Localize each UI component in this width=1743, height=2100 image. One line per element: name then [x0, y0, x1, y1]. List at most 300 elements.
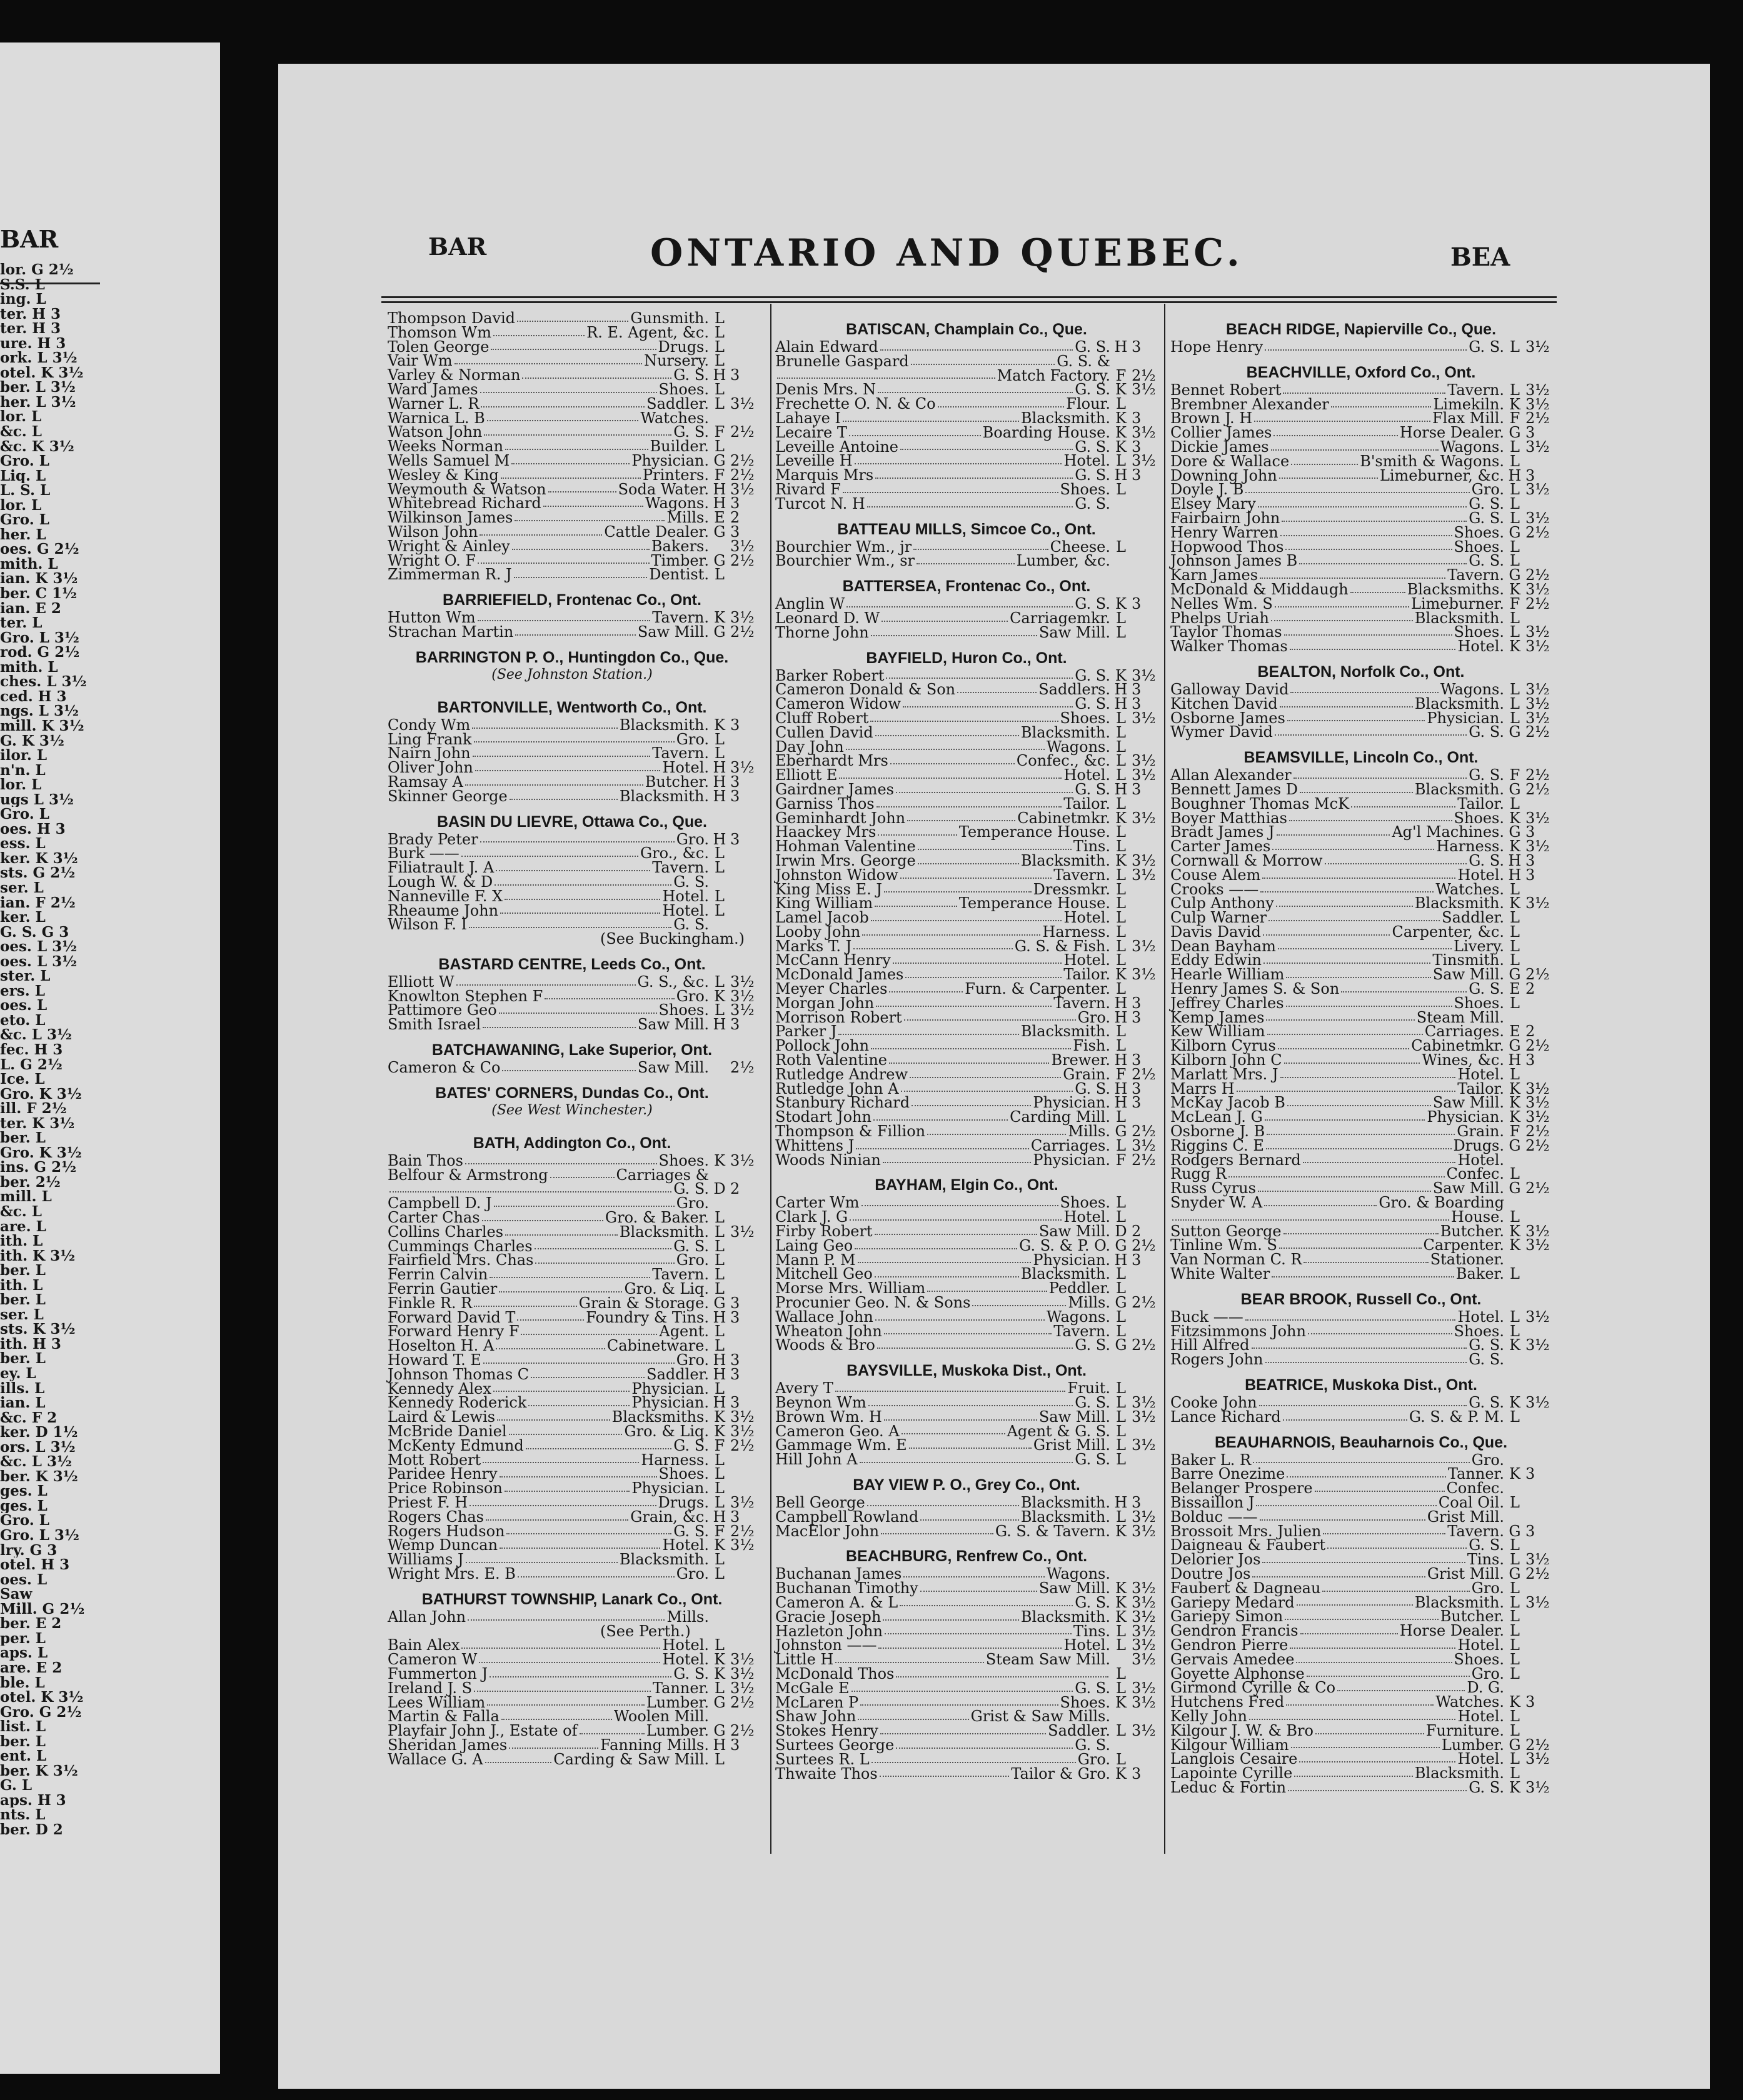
capital-rating: 3½ [1525, 1094, 1550, 1112]
entry-name: Strachan Martin [388, 622, 514, 641]
facing-page-line: &c. L [0, 424, 42, 439]
credit-rating: G [713, 1294, 726, 1312]
credit-rating: L [1510, 1764, 1520, 1782]
leader-dots [1285, 549, 1452, 550]
entry-business: Shoes. [1454, 1650, 1504, 1668]
credit-rating: F [1115, 366, 1127, 384]
leader-dots [478, 620, 651, 621]
entry-name: Wilson John [388, 522, 478, 541]
entry-business: Saw Mill. [1038, 1408, 1110, 1426]
entry-business: G. S. [1469, 1336, 1504, 1354]
entry-name: Henry Warren [1170, 523, 1278, 541]
entry-business: Blacksmiths. [611, 1408, 709, 1426]
entry-name: Gammage Wm. E [775, 1436, 907, 1454]
credit-rating: H [1114, 1051, 1128, 1069]
directory-entry [775, 1338, 1158, 1352]
credit-rating: L [1510, 623, 1520, 641]
leader-dots [1275, 606, 1409, 608]
leader-dots [1262, 878, 1455, 879]
column-2 [775, 311, 1158, 1781]
entry-business: Shoes. [1454, 523, 1504, 541]
entry-name: Cummings Charles [388, 1237, 533, 1255]
credit-rating: G [1509, 1179, 1521, 1198]
entry-business: Wagons. [1440, 680, 1504, 698]
capital-rating: 3 [1132, 438, 1142, 456]
entry-name: McLean J. G [1170, 1108, 1263, 1126]
capital-rating: 3½ [730, 1664, 755, 1682]
entry-business: G. S. [673, 1522, 709, 1540]
entry-name: Johnston Widow [775, 866, 898, 884]
entry-business: Hotel. [1457, 638, 1504, 656]
capital-rating: 3½ [730, 987, 755, 1005]
capital-rating: 3½ [1525, 481, 1550, 499]
entry-business: Confec. [1446, 1165, 1504, 1183]
leader-dots [880, 1776, 1010, 1777]
facing-page-line: Gro. L [0, 807, 49, 822]
leader-dots [505, 1234, 618, 1236]
entry-business: G. S. [1469, 851, 1504, 869]
entry-business: Cabinetware. [606, 1337, 709, 1355]
credit-rating: L [715, 338, 725, 356]
leader-dots [493, 335, 585, 336]
column-1 [388, 311, 756, 1767]
entry-business: Grain & Storage. [578, 1294, 709, 1312]
leader-dots [1287, 720, 1425, 721]
entry-name: Stodart John [775, 1108, 871, 1126]
credit-rating: E [714, 509, 725, 527]
entry-name: Anglin W [775, 595, 845, 613]
entry-business: Mills. [666, 509, 709, 527]
capital-rating: 3 [1525, 1522, 1535, 1540]
facing-page-line: oes. G 2½ [0, 542, 79, 557]
facing-page-line: ers. L [0, 983, 45, 999]
leader-dots [1296, 1662, 1452, 1663]
entry-name: McBride Daniel [388, 1422, 507, 1441]
entry-name: Rogers Chas [388, 1508, 484, 1526]
credit-rating: L [1116, 1422, 1126, 1440]
entry-business: Gro. [1077, 1750, 1110, 1768]
credit-rating: K [1509, 1394, 1520, 1411]
entry-name: Doyle J. B [1170, 481, 1244, 499]
entry-name: Vair Wm [388, 352, 453, 370]
leader-dots [494, 1206, 675, 1207]
entry-business: Shoes. [658, 1151, 709, 1169]
entry-name: Snyder W. A [1170, 1194, 1263, 1212]
facing-page-line: aps. H 3 [0, 1792, 66, 1808]
entry-name: Collier James [1170, 424, 1272, 442]
leader-dots [896, 1748, 1073, 1749]
entry-business: Hotel. [1457, 866, 1504, 884]
entry-name: Woods & Bro [775, 1336, 875, 1354]
leader-dots [455, 363, 642, 364]
entry-business: Hotel. [1457, 1750, 1504, 1768]
credit-rating: H [713, 1365, 726, 1383]
credit-rating: H [1508, 1051, 1522, 1069]
entry-name: Sutton George [1170, 1222, 1282, 1240]
entry-name: Hope Henry [1170, 338, 1263, 356]
credit-rating: L [1510, 552, 1520, 570]
credit-rating: H [1114, 338, 1128, 356]
entry-business: Gro. [1471, 1579, 1504, 1597]
credit-rating: L [715, 1451, 725, 1469]
capital-rating: 2½ [1132, 1236, 1156, 1254]
credit-rating: H [1114, 994, 1128, 1012]
place-heading: BEACH RIDGE, Napierville Co., Que. [1225, 321, 1497, 338]
entry-business: Hotel. [1457, 1707, 1504, 1725]
entry-business: Blacksmith. [1020, 1022, 1110, 1041]
capital-rating: 3 [1132, 695, 1142, 713]
place-heading: BATTERSEA, Frontenac Co., Ont. [842, 578, 1091, 596]
facing-page-line: Gro. L [0, 454, 49, 469]
credit-rating: L [1116, 1208, 1126, 1226]
entry-business: Shoes. [1454, 623, 1504, 641]
leader-dots [1294, 1776, 1413, 1777]
leader-dots [474, 1306, 577, 1307]
entry-name: Wright O. F [388, 551, 476, 569]
credit-rating: L [1510, 680, 1520, 698]
capital-rating: 3½ [1525, 623, 1550, 641]
entry-name: Kew William [1170, 1022, 1265, 1041]
credit-rating: L [1116, 1636, 1126, 1654]
entry-name: Wallace John [775, 1308, 873, 1326]
entry-business: Carriages & [616, 1166, 709, 1184]
facing-page-line: ith. K 3½ [0, 1248, 76, 1264]
leader-dots [909, 1448, 1032, 1449]
capital-rating: 3½ [1525, 638, 1550, 656]
entry-business: Harness. [1042, 922, 1110, 941]
facing-page-line: ges. L [0, 1498, 48, 1514]
entry-business: Hotel. [1063, 909, 1110, 927]
credit-rating: L [1116, 1194, 1126, 1212]
leader-dots [1351, 806, 1455, 808]
entry-business: Tailor & Gro. [1011, 1764, 1110, 1782]
place-heading: BEALTON, Norfolk Co., Ont. [1257, 662, 1465, 681]
entry-business: Tavern. [1447, 1522, 1504, 1540]
credit-rating: L [715, 1379, 725, 1398]
entry-business: Gro. [676, 1351, 709, 1369]
credit-rating: E [1509, 980, 1520, 998]
leader-dots [881, 1533, 993, 1534]
entry-name: Skinner George [388, 787, 508, 805]
entry-name: Kilgour J. W. & Bro [1170, 1721, 1314, 1739]
credit-rating: L [1116, 922, 1126, 941]
credit-rating: F [714, 1522, 725, 1540]
capital-rating: 2½ [730, 1722, 755, 1740]
credit-rating: L [1510, 1065, 1520, 1083]
entry-business: G. S. [1469, 509, 1504, 527]
credit-rating: K [1115, 438, 1127, 456]
entry-business: Blacksmith. [1414, 894, 1504, 912]
entry-name: Bolduc —— [1170, 1508, 1258, 1526]
entry-business: Watches. [1435, 1693, 1504, 1711]
entry-name: Lamel Jacob [775, 909, 869, 927]
leader-dots [580, 1733, 645, 1734]
entry-business: Foundry & Tins. [586, 1308, 709, 1326]
see-also-note: (See Buckingham.) [600, 930, 745, 948]
credit-rating: K [1509, 1778, 1520, 1796]
entry-business: Hotel. [662, 1636, 709, 1654]
facing-page-line: ith. H 3 [0, 1336, 61, 1352]
leader-dots [1260, 578, 1445, 579]
entry-business: Tavern. [652, 609, 709, 627]
entry-name: Day John [775, 738, 844, 756]
credit-rating: G [1509, 1136, 1521, 1154]
capital-rating: 3 [1132, 994, 1142, 1012]
entry-name: Rogers Hudson [388, 1522, 505, 1540]
entry-name: Bell George [775, 1493, 865, 1511]
entry-name: Hill John A [775, 1451, 858, 1469]
leader-dots [1279, 1248, 1422, 1249]
leader-dots [1237, 1091, 1456, 1092]
entry-name: McLaren P [775, 1693, 859, 1711]
capital-rating: 3½ [1525, 338, 1550, 356]
entry-name: Hohman Valentine [775, 838, 916, 856]
entry-name: Lance Richard [1170, 1408, 1281, 1426]
leader-dots [889, 991, 963, 992]
credit-rating: K [1115, 1579, 1127, 1598]
entry-name: Gendron Francis [1170, 1622, 1298, 1640]
entry-name: Lahaye I [775, 409, 841, 427]
leader-dots [1282, 521, 1467, 522]
place-heading: BEACHVILLE, Oxford Co., Ont. [1246, 363, 1476, 381]
capital-rating: 3½ [1132, 423, 1156, 441]
credit-rating: K [1115, 966, 1127, 984]
capital-rating: 3½ [730, 1679, 755, 1697]
credit-rating: L [1510, 1265, 1520, 1283]
entry-name: Weymouth & Watson [388, 480, 546, 498]
entry-name: Allan John [388, 1608, 466, 1626]
facing-page-line: ork. L 3½ [0, 351, 78, 366]
entry-business: Blacksmith. [1020, 851, 1110, 869]
facing-page-line: ker. D 1½ [0, 1425, 78, 1440]
credit-rating: L [1116, 794, 1126, 812]
place-heading: BATH, Addington Co., Ont. [473, 1134, 671, 1152]
leader-dots [1280, 1077, 1456, 1078]
credit-rating: K [1115, 851, 1127, 869]
entry-name: Turcot N. H [775, 494, 865, 512]
credit-rating: G [713, 451, 726, 469]
credit-rating: L [1116, 937, 1126, 955]
entry-name: Alain Edward [775, 338, 878, 356]
entry-name: Bain Alex [388, 1636, 460, 1654]
credit-rating: H [1114, 1493, 1128, 1511]
entry-name: Downing John [1170, 466, 1277, 484]
place-heading: BEATRICE, Muskoka Dist., Ont. [1245, 1376, 1477, 1394]
entry-business: Grain, &c. [630, 1508, 709, 1526]
entry-name: Garniss Thos [775, 794, 875, 812]
facing-page-line: her. L [0, 527, 46, 542]
credit-rating: G [1509, 966, 1521, 984]
place-heading: BASTARD CENTRE, Leeds Co., Ont. [438, 955, 706, 973]
facing-page-line: mith. L [0, 659, 58, 675]
entry-business: Drugs. [658, 338, 709, 356]
entry-name: Irwin Mrs. George [775, 851, 916, 869]
entry-name: Martin & Falla [388, 1708, 500, 1726]
facing-page-line: nts. L [0, 1808, 46, 1822]
capital-rating: 3½ [1132, 766, 1156, 784]
leader-dots [875, 1276, 1019, 1278]
credit-rating: K [1115, 1522, 1127, 1540]
credit-rating: K [1509, 638, 1520, 656]
entry-name: Cornwall & Morrow [1170, 851, 1323, 869]
leader-dots [505, 449, 648, 450]
capital-rating: 3½ [1132, 752, 1156, 770]
leader-dots [907, 820, 1015, 821]
credit-rating: L [1510, 1536, 1520, 1554]
entry-name: Ferrin Gautier [388, 1280, 498, 1298]
entry-business: Tanner. [1447, 1465, 1504, 1483]
leader-dots [905, 977, 1062, 978]
leader-dots [505, 899, 660, 900]
leader-dots [486, 1519, 628, 1521]
facing-page-line: ber. K 3½ [0, 1763, 78, 1779]
entry-name: Frechette O. N. & Co [775, 395, 936, 413]
place-heading: BEACHBURG, Renfrew Co., Ont. [845, 1548, 1088, 1566]
capital-rating: 2½ [1525, 523, 1550, 541]
entry-business: Wagons. [1046, 1565, 1110, 1583]
leader-dots [1267, 1134, 1455, 1135]
facing-page-line: G. S. G 3 [0, 924, 69, 940]
facing-page-line: sts. G 2½ [0, 866, 76, 881]
entry-business: Cabinetmkr. [1411, 1037, 1504, 1055]
facing-page-line: ngs. L 3½ [0, 704, 79, 719]
credit-rating: L [1116, 538, 1126, 556]
entry-business: Blacksmith. [1414, 609, 1504, 627]
entry-business: Shoes. [1454, 994, 1504, 1012]
credit-rating: L [1116, 1408, 1126, 1426]
credit-rating: H [1114, 1251, 1128, 1269]
see-also-note: (See Perth.) [600, 1622, 691, 1640]
entry-business: Confec. [1446, 1479, 1504, 1498]
leader-dots [472, 728, 618, 729]
entry-name: Lough W. & D [388, 872, 493, 891]
entry-name: Thorne John [775, 623, 869, 641]
entry-business: Butcher. [1440, 1608, 1504, 1626]
credit-rating: K [1115, 1764, 1127, 1782]
credit-rating: L [715, 1266, 725, 1284]
facing-page-line: ilor. L [0, 748, 48, 763]
leader-dots [487, 1704, 645, 1706]
entry-name: Elliott W [388, 972, 455, 991]
capital-rating: 3 [730, 830, 740, 848]
facing-page-line: ill. F 2½ [0, 1101, 67, 1116]
entry-business: Tavern. [652, 744, 709, 762]
entry-name: Eddy Edwin [1170, 951, 1262, 969]
entry-name: Fitzsimmons John [1170, 1322, 1306, 1340]
leader-dots [496, 870, 650, 871]
leader-dots [876, 1006, 1052, 1007]
leader-dots [910, 1077, 1061, 1078]
capital-rating: 2 [1132, 1222, 1142, 1241]
entry-business: Saw Mill. [1038, 1579, 1110, 1598]
credit-rating: G [1509, 723, 1521, 741]
credit-rating: D [1115, 1222, 1127, 1241]
directory-entry [1170, 1778, 1552, 1796]
credit-rating: K [714, 1408, 725, 1426]
leader-dots [1276, 906, 1413, 907]
entry-name: Wesley & King [388, 466, 499, 484]
leader-dots [515, 634, 636, 636]
entry-name: Marlatt Mrs. J [1170, 1065, 1278, 1083]
credit-rating: L [1116, 609, 1126, 627]
leader-dots [1252, 1348, 1467, 1349]
leader-dots [1271, 620, 1413, 621]
credit-rating: L [1116, 1622, 1126, 1640]
capital-rating: 2½ [1525, 1736, 1550, 1754]
leader-dots [1280, 706, 1413, 708]
capital-rating: 3½ [1132, 1508, 1156, 1526]
leader-dots [1260, 1519, 1425, 1521]
entry-business: Temperance House. [958, 823, 1110, 841]
entry-name: Faubert & Dagneau [1170, 1579, 1321, 1597]
entry-business: G. S. & P. O. [1019, 1236, 1110, 1254]
credit-rating: F [714, 423, 725, 441]
capital-rating: 3 [1132, 595, 1142, 613]
entry-name: Warnica L. B [388, 409, 485, 427]
credit-rating: L [715, 1750, 725, 1768]
entry-name: Phelps Uriah [1170, 609, 1269, 627]
leader-dots [883, 1162, 1032, 1163]
entry-business: Carriages. [1424, 1022, 1504, 1041]
facing-page-line: Gro. L 3½ [0, 630, 79, 646]
capital-rating: 3½ [1132, 937, 1156, 955]
leader-dots [509, 1748, 598, 1749]
leader-dots [1283, 1419, 1407, 1421]
facing-page-line: oes. L [0, 998, 48, 1013]
entry-business: Carding & Saw Mill. [553, 1750, 709, 1768]
capital-rating: 2½ [1525, 594, 1550, 612]
capital-rating: 3½ [730, 759, 755, 777]
entry-name: McCann Henry [775, 951, 891, 969]
credit-rating: H [713, 480, 726, 498]
entry-name: Brown J. H [1170, 409, 1253, 428]
leader-dots [889, 1062, 1049, 1064]
credit-rating: K [1509, 809, 1520, 827]
facing-page-line: ian. E 2 [0, 601, 61, 616]
leader-dots [918, 863, 1019, 864]
capital-rating: 3 [1525, 866, 1535, 884]
capital-rating: 2½ [1525, 1122, 1550, 1141]
entry-business: Horse Dealer. [1399, 424, 1504, 442]
capital-rating: 2½ [730, 423, 755, 441]
leader-dots [871, 1762, 1076, 1763]
leader-dots [480, 392, 657, 393]
entry-business: Watches. [1435, 880, 1504, 898]
entry-name: Hopwood Thos [1170, 538, 1284, 556]
entry-name: Collins Charles [388, 1222, 504, 1241]
entry-business: Saw Mill. [637, 622, 709, 641]
credit-rating: L [1510, 609, 1520, 627]
leader-dots [1290, 1648, 1455, 1649]
place-heading: BAY VIEW P. O., Grey Co., Ont. [853, 1476, 1080, 1494]
place-heading: BAYSVILLE, Muskoka Dist., Ont. [846, 1362, 1087, 1380]
entry-business: Saw Mill. [637, 1016, 709, 1034]
capital-rating: 3 [730, 1736, 740, 1754]
entry-name: Surtees R. L [775, 1750, 870, 1768]
facing-page-line: are. E 2 [0, 1660, 63, 1676]
facing-page-line: ent. L [0, 1749, 47, 1764]
entry-business: Hotel. [1063, 1636, 1110, 1654]
leader-dots [838, 1034, 1019, 1035]
credit-rating: L [1116, 480, 1126, 498]
credit-rating: L [1510, 1208, 1520, 1226]
entry-business: Shoes. [1454, 809, 1504, 827]
credit-rating: L [1510, 1322, 1520, 1340]
leader-dots [474, 741, 675, 742]
entry-business: Blacksmith. [619, 1551, 709, 1569]
capital-rating: 3½ [1132, 851, 1156, 869]
entry-business: G. S. [1469, 766, 1504, 784]
